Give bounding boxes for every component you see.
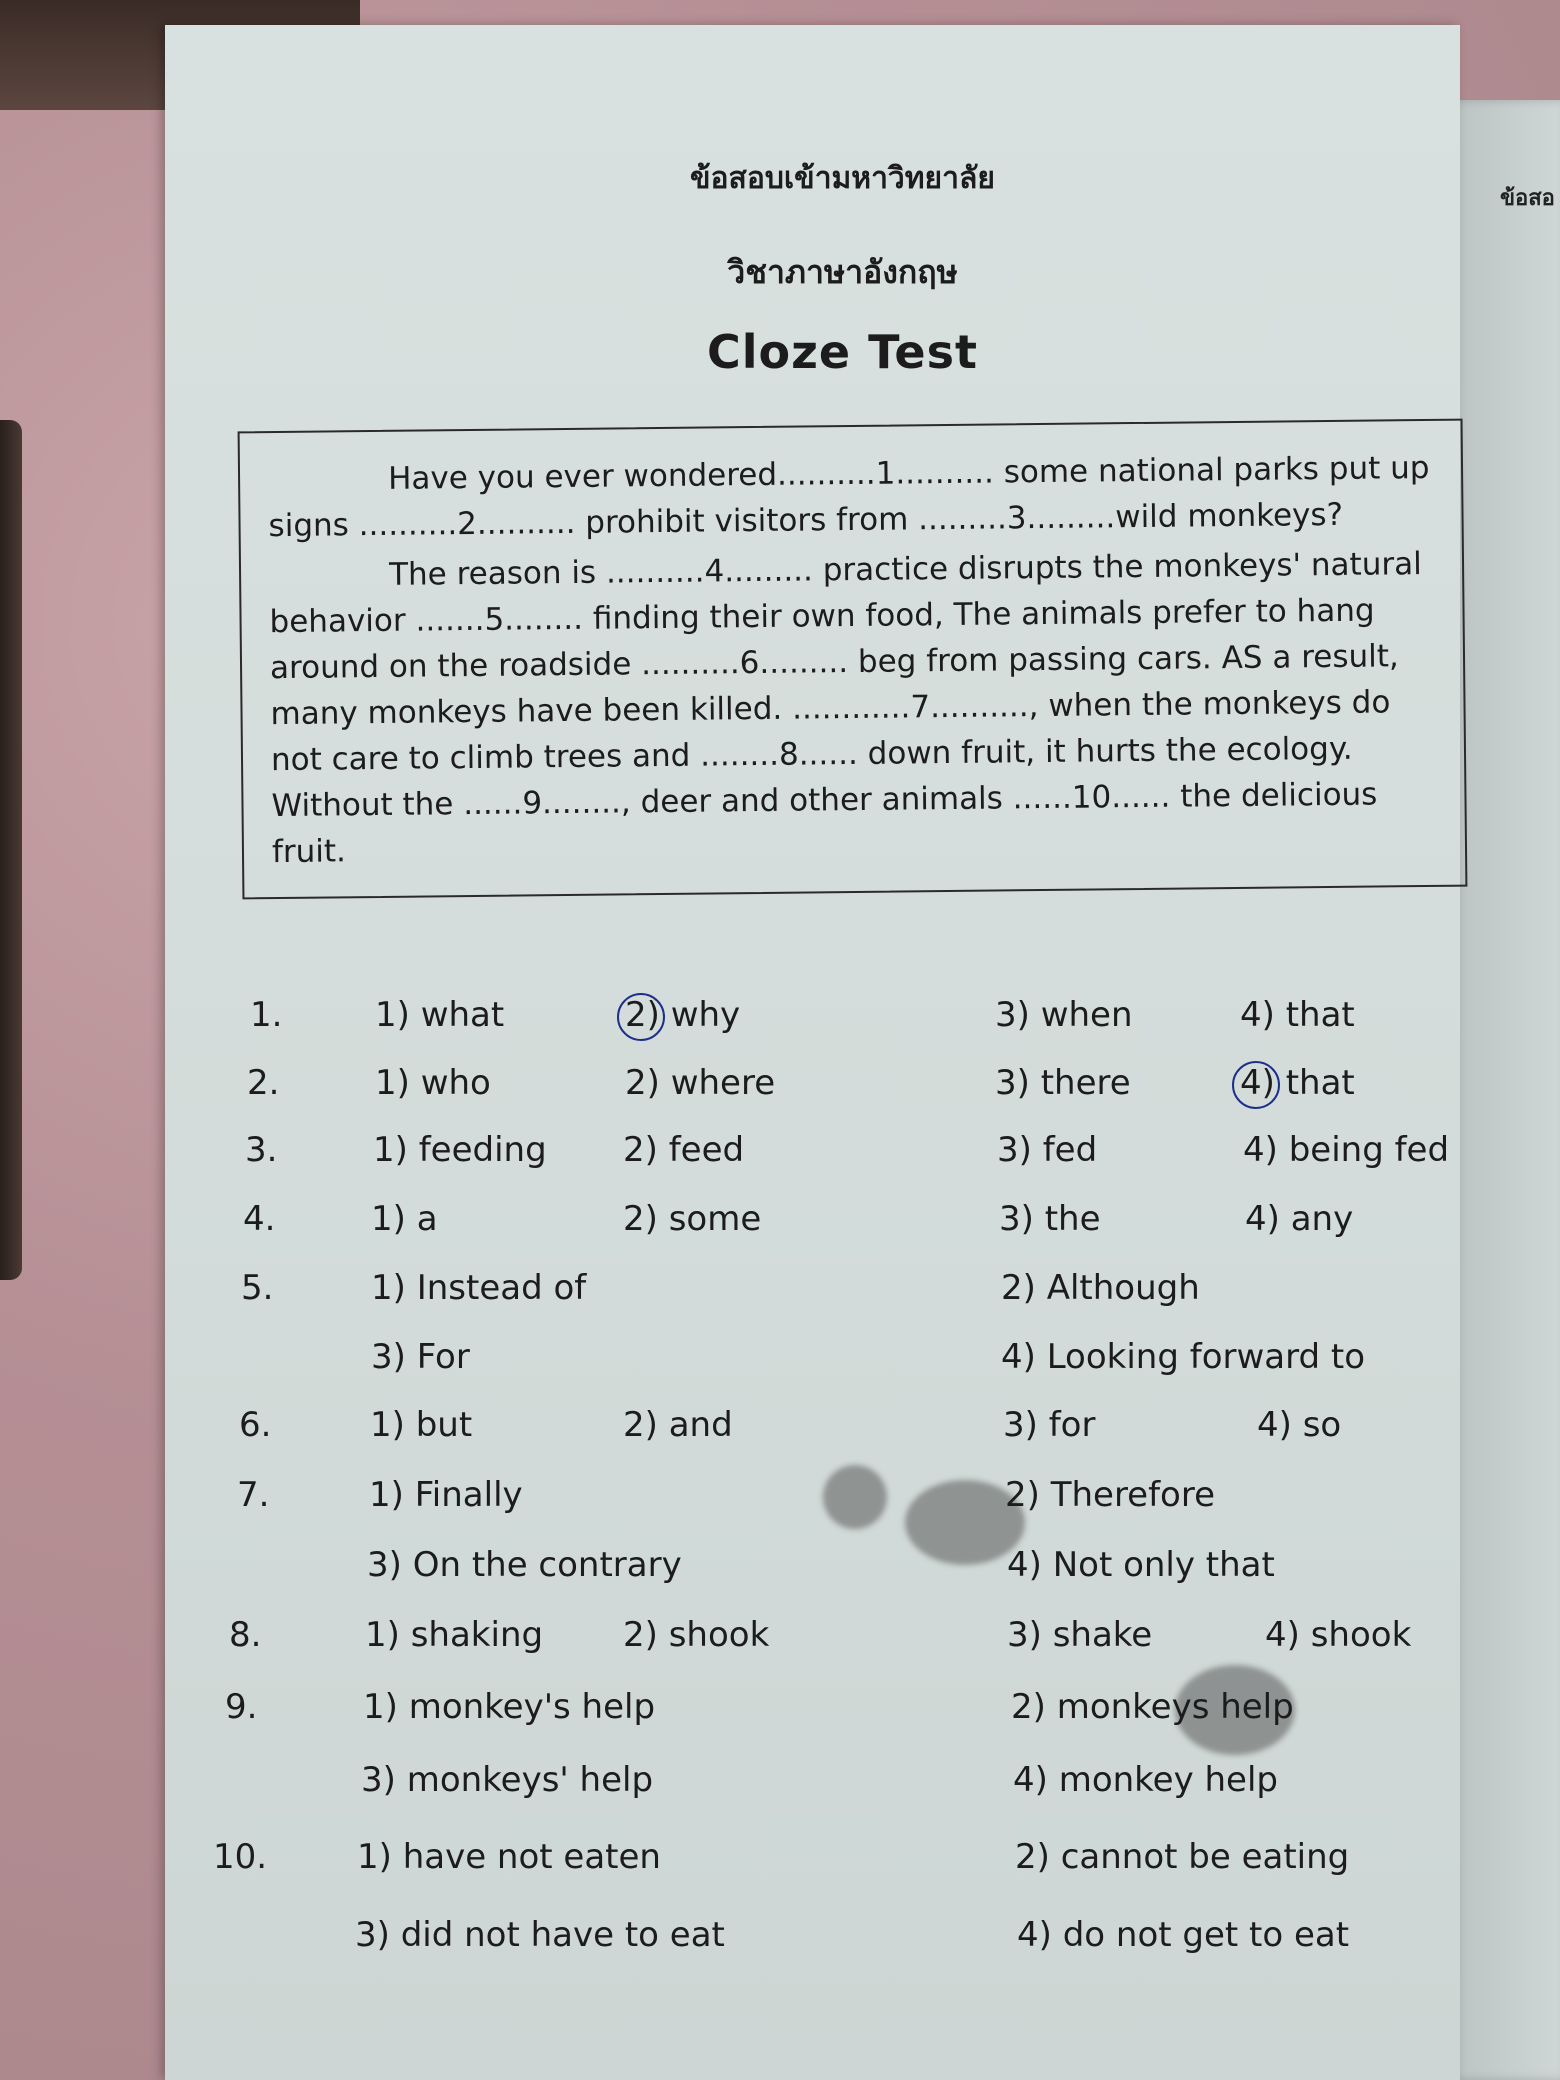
option-4[interactable]: 4) that (1240, 995, 1355, 1035)
question-number: 4. (243, 1199, 276, 1239)
question-row (165, 1615, 1460, 1675)
question-row (165, 1199, 1460, 1259)
option-4[interactable]: 4) Looking forward to (1001, 1337, 1366, 1377)
option-2[interactable]: 2) monkeys help (1011, 1687, 1294, 1727)
option-2[interactable]: 2) Therefore (1005, 1475, 1216, 1515)
pen-circle-mark (1232, 1061, 1280, 1109)
passage-box (238, 419, 1468, 900)
option-2[interactable]: 2) feed (623, 1130, 745, 1170)
option-3[interactable]: 3) fed (997, 1130, 1098, 1170)
option-2[interactable]: 2) cannot be eating (1015, 1837, 1350, 1877)
option-4[interactable]: 4) being fed (1243, 1130, 1450, 1170)
option-1[interactable]: 1) a (371, 1199, 438, 1239)
question-row (165, 1063, 1460, 1123)
question-row-continued (165, 1337, 1460, 1397)
question-row-continued (165, 1915, 1460, 1975)
option-1[interactable]: 1) Instead of (371, 1268, 587, 1308)
option-3[interactable]: 3) For (371, 1337, 470, 1377)
question-row (165, 1268, 1460, 1328)
question-number: 3. (245, 1130, 278, 1170)
option-3[interactable]: 3) did not have to eat (355, 1915, 725, 1955)
option-4[interactable]: 4) so (1257, 1405, 1342, 1445)
option-3[interactable]: 3) for (1003, 1405, 1096, 1445)
passage-paragraph-2: The reason is ..........4......... practice disrupts the monkeys' natural behavior .......5........ finding their own food, The animals prefer to hang around on the roadside ..........6......... beg from passing cars. AS a result, many monkeys have been killed. ............7.........., when the monkeys do not care to climb trees and ........8...... down fruit, it hurts the ecology. Without the ......9........, deer and other animals ......10...... the delicious fruit. (269, 546, 1422, 871)
option-4[interactable]: 4) monkey help (1013, 1760, 1278, 1800)
question-number: 9. (225, 1687, 258, 1727)
option-2[interactable]: 2) and (623, 1405, 733, 1445)
next-page-peek-text: ข้อสอ (1500, 186, 1555, 211)
question-row (165, 1687, 1460, 1747)
passage-paragraph-1: Have you ever wondered..........1.......... some national parks put up signs ..........2.......... prohibit visitors from .........3.........wild monkeys? (268, 449, 1430, 545)
option-3[interactable]: 3) the (999, 1199, 1101, 1239)
question-number: 10. (213, 1837, 268, 1877)
option-1[interactable]: 1) monkey's help (363, 1687, 656, 1727)
option-2[interactable]: 2) some (623, 1199, 762, 1239)
option-2[interactable]: 2) where (625, 1063, 776, 1103)
option-1[interactable]: 1) Finally (369, 1475, 523, 1515)
option-4-label: 4) that (1240, 1063, 1355, 1103)
pen-circle-mark (617, 993, 665, 1041)
option-4[interactable]: 4) do not get to eat (1017, 1915, 1350, 1955)
option-2[interactable]: 2) Although (1001, 1268, 1200, 1308)
option-3[interactable]: 3) there (995, 1063, 1131, 1103)
question-row (165, 1405, 1460, 1465)
thai-header-line1: ข้อสอบเข้ามหาวิทยาลัย (690, 161, 995, 196)
question-number: 5. (241, 1268, 274, 1308)
question-number: 6. (239, 1405, 272, 1445)
option-3[interactable]: 3) when (995, 995, 1133, 1035)
question-row (165, 1475, 1460, 1535)
page-title: Cloze Test (707, 325, 978, 379)
option-1[interactable]: 1) shaking (365, 1615, 544, 1655)
option-1[interactable]: 1) what (375, 995, 505, 1035)
option-1[interactable]: 1) who (375, 1063, 491, 1103)
question-row-continued (165, 1760, 1460, 1820)
option-3[interactable]: 3) On the contrary (367, 1545, 682, 1585)
thai-header-line2: วิชาภาษาอังกฤษ (727, 253, 958, 291)
option-3[interactable]: 3) monkeys' help (361, 1760, 654, 1800)
option-2[interactable]: 2) shook (623, 1615, 770, 1655)
option-1[interactable]: 1) have not eaten (357, 1837, 661, 1877)
option-4-circled[interactable] (1240, 1063, 1355, 1103)
background-left-object (0, 420, 22, 1280)
question-row-continued (165, 1545, 1460, 1605)
option-1[interactable]: 1) feeding (373, 1130, 547, 1170)
question-number: 1. (250, 995, 283, 1035)
question-number: 2. (247, 1063, 280, 1103)
exam-page (165, 25, 1460, 2080)
option-4[interactable]: 4) shook (1265, 1615, 1412, 1655)
question-row (165, 995, 1460, 1055)
question-number: 8. (229, 1615, 262, 1655)
option-4[interactable]: 4) Not only that (1007, 1545, 1275, 1585)
option-1[interactable]: 1) but (370, 1405, 473, 1445)
question-row (165, 1130, 1460, 1190)
option-2-circled[interactable] (625, 995, 740, 1035)
option-3[interactable]: 3) shake (1007, 1615, 1153, 1655)
question-row (165, 1837, 1460, 1897)
question-number: 7. (237, 1475, 270, 1515)
option-4[interactable]: 4) any (1245, 1199, 1354, 1239)
option-2-label: 2) why (625, 995, 741, 1035)
